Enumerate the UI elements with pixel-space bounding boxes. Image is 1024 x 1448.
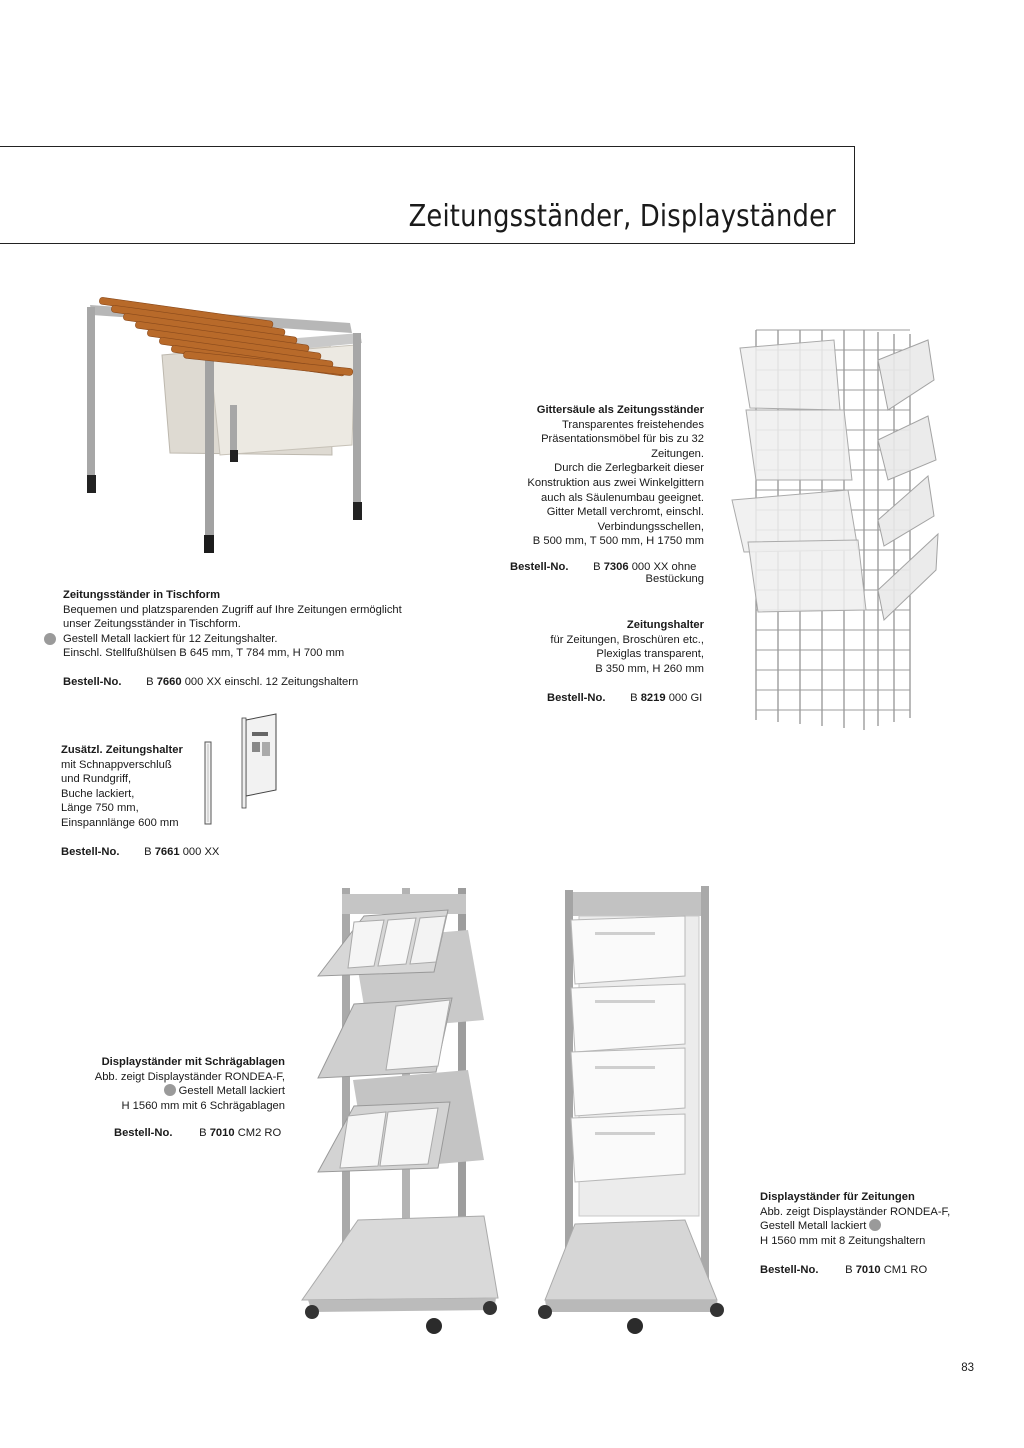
display-slanted-order	[114, 1127, 281, 1139]
newspaper-holder-order	[547, 692, 702, 704]
extra-holder-line: Einspannlänge 600 mm	[61, 816, 179, 829]
order-suffix: 000 GI	[668, 692, 703, 704]
newspaper-holder-description	[500, 618, 704, 676]
holder-rod-image	[200, 740, 216, 830]
display-newspapers-order	[760, 1264, 927, 1276]
display-slanted-line: H 1560 mm mit 6 Schrägablagen	[121, 1099, 285, 1112]
order-prefix: B	[845, 1264, 853, 1276]
order-number: 7306	[603, 561, 629, 573]
extra-holder-description	[61, 743, 211, 831]
order-label: Bestell-No.	[760, 1264, 819, 1276]
color-swatch-icon	[164, 1084, 176, 1096]
grid-column-line: Gitter Metall verchromt, einschl.	[546, 506, 704, 519]
order-suffix: 000 XX	[182, 846, 220, 858]
order-suffix: 000 XX ohne	[631, 561, 697, 573]
grid-column-description	[470, 403, 704, 549]
grid-column-line: Transparentes freistehendes	[562, 418, 704, 431]
table-stand-line: Einschl. Stellfußhülsen B 645 mm, T 784 mm, H 700 mm	[63, 647, 345, 660]
display-newspapers-heading: Displayständer für Zeitungen	[760, 1191, 915, 1203]
display-newspapers-image	[535, 880, 735, 1340]
table-stand-image	[70, 285, 370, 565]
newspaper-holder-line: Plexiglas transparent,	[596, 648, 704, 661]
table-stand-line: Gestell Metall lackiert für 12 Zeitungshalter.	[63, 632, 278, 645]
title-frame	[0, 146, 855, 244]
display-newspapers-line: Gestell Metall lackiert	[760, 1219, 990, 1234]
grid-column-line: Verbindungsschellen,	[597, 520, 704, 533]
order-suffix: CM2 RO	[237, 1127, 282, 1139]
newspaper-holder-line: für Zeitungen, Broschüren etc.,	[550, 633, 704, 646]
table-stand-line: Bequemen und platzsparenden Zugriff auf Ihre Zeitungen ermöglicht	[63, 603, 402, 616]
order-number: 7661	[154, 846, 180, 858]
table-stand-line: unser Zeitungsständer in Tischform.	[63, 618, 241, 631]
display-newspapers-description	[760, 1190, 990, 1248]
table-stand-order	[63, 676, 358, 688]
page-number: 83	[961, 1362, 974, 1374]
grid-column-line: Durch die Zerlegbarkeit dieser	[554, 462, 704, 475]
display-slanted-heading: Displayständer mit Schrägablagen	[101, 1056, 285, 1068]
grid-column-line: Konstruktion aus zwei Winkelgittern	[527, 476, 704, 489]
newspaper-holder-heading: Zeitungshalter	[626, 619, 704, 631]
extra-holder-line: Länge 750 mm,	[61, 802, 139, 815]
order-label: Bestell-No.	[61, 846, 120, 858]
display-slanted-line: Abb. zeigt Displayständer RONDEA-F,	[94, 1070, 285, 1083]
display-newspapers-line: Abb. zeigt Displayständer RONDEA-F,	[760, 1205, 951, 1218]
extra-holder-line: mit Schnappverschluß	[61, 758, 172, 771]
grid-column-image	[728, 320, 948, 740]
order-label: Bestell-No.	[510, 561, 569, 573]
order-number: 7010	[209, 1127, 235, 1139]
order-prefix: B	[146, 676, 154, 688]
extra-holder-line: und Rundgriff,	[61, 773, 132, 786]
page-title: Zeitungsständer, Displayständer	[408, 199, 836, 234]
color-swatch-icon	[869, 1219, 881, 1231]
extra-holder-order	[61, 846, 219, 858]
order-prefix: B	[630, 692, 638, 704]
display-newspapers-line: H 1560 mm mit 8 Zeitungshaltern	[760, 1234, 926, 1247]
grid-column-line: Präsentationsmöbel für bis zu 32	[541, 433, 704, 446]
order-suffix: 000 XX einschl. 12 Zeitungshaltern	[184, 676, 359, 688]
newspaper-holder-line: B 350 mm, H 260 mm	[595, 662, 704, 675]
grid-column-line: B 500 mm, T 500 mm, H 1750 mm	[532, 535, 704, 548]
order-label: Bestell-No.	[114, 1127, 173, 1139]
grid-column-heading: Gittersäule als Zeitungsständer	[536, 404, 704, 416]
order-label: Bestell-No.	[547, 692, 606, 704]
extra-holder-line: Buche lackiert,	[61, 787, 135, 800]
display-slanted-image	[298, 880, 508, 1340]
order-suffix: CM1 RO	[883, 1264, 928, 1276]
order-label: Bestell-No.	[63, 676, 122, 688]
display-slanted-description	[55, 1055, 285, 1113]
holder-with-paper-image	[236, 712, 281, 810]
order-prefix: B	[593, 561, 601, 573]
display-slanted-line: Gestell Metall lackiert	[55, 1084, 285, 1099]
grid-column-order	[510, 561, 704, 585]
order-prefix: B	[199, 1127, 207, 1139]
table-stand-heading: Zeitungsständer in Tischform	[63, 589, 221, 601]
order-number: 7010	[855, 1264, 881, 1276]
order-number: 8219	[640, 692, 666, 704]
table-stand-description	[63, 588, 443, 661]
grid-column-line: auch als Säulenumbau geeignet.	[541, 491, 704, 504]
order-number: 7660	[156, 676, 182, 688]
order-prefix: B	[144, 846, 152, 858]
grid-column-line: Zeitungen.	[651, 447, 704, 460]
extra-holder-heading: Zusätzl. Zeitungshalter	[61, 744, 183, 756]
color-swatch-icon	[44, 633, 56, 645]
order-suffix-line2: Bestückung	[645, 573, 704, 585]
